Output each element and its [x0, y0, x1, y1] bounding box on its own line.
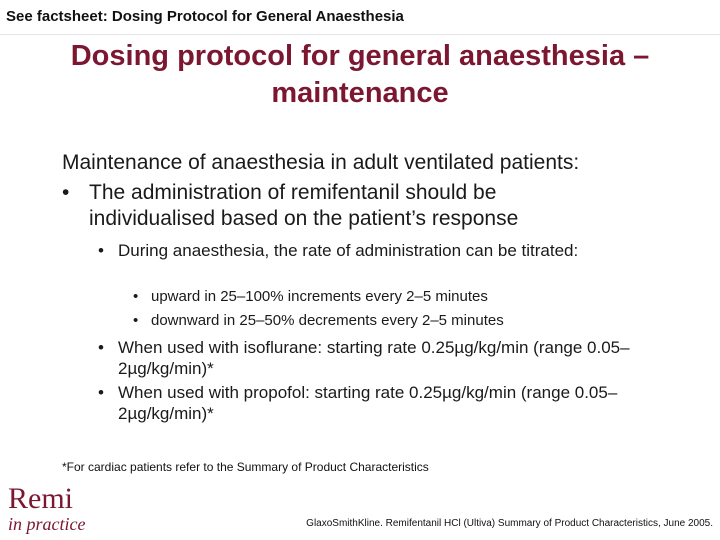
sub-bullet-text: When used with propofol: starting rate 0.25µg/kg/min (range 0.05–2µg/kg/min)* — [118, 383, 618, 423]
sub-sub-bullet-downward — [133, 311, 653, 330]
main-bullet — [62, 180, 622, 232]
sub-sub-bullet-text: downward in 25–50% decrements every 2–5 minutes — [151, 312, 504, 329]
sub-bullet-propofol — [98, 382, 658, 424]
bullet-icon: • — [98, 383, 104, 402]
remi-in-practice-logo — [4, 478, 94, 538]
bullet-icon: • — [98, 338, 104, 357]
slide-title-line1: Dosing protocol for general anaesthesia – — [70, 40, 650, 72]
bullet-icon: • — [133, 288, 139, 305]
bullet-icon: • — [98, 241, 104, 260]
intro-text: Maintenance of anaesthesia in adult ventilated patients: — [62, 151, 580, 174]
sub-bullet-titrated — [98, 240, 658, 261]
factsheet-header — [0, 0, 720, 35]
logo-line2: in practice — [8, 514, 86, 534]
slide-title-line2: maintenance — [271, 77, 449, 109]
bullet-icon: • — [133, 312, 139, 329]
sub-bullet-text: During anaesthesia, the rate of administration can be titrated: — [118, 241, 579, 260]
reference-citation: GlaxoSmithKline. Remifentanil HCl (Ultiva) Summary of Product Characteristics, June 2005. — [306, 518, 713, 529]
sub-sub-bullet-upward — [133, 287, 653, 306]
slide-title — [40, 38, 680, 112]
logo-line1: Remi — [8, 482, 73, 515]
sub-bullet-text: When used with isoflurane: starting rate 0.25µg/kg/min (range 0.05–2µg/kg/min)* — [118, 338, 630, 378]
sub-sub-bullet-text: upward in 25–100% increments every 2–5 minutes — [151, 288, 488, 305]
bullet-icon: • — [62, 181, 70, 204]
factsheet-note: See factsheet: Dosing Protocol for General Anaesthesia — [6, 8, 404, 25]
footnote: *For cardiac patients refer to the Summary of Product Characteristics — [62, 460, 429, 474]
sub-bullet-isoflurane — [98, 337, 658, 379]
main-bullet-text: The administration of remifentanil should be individualised based on the patient’s response — [89, 181, 519, 230]
